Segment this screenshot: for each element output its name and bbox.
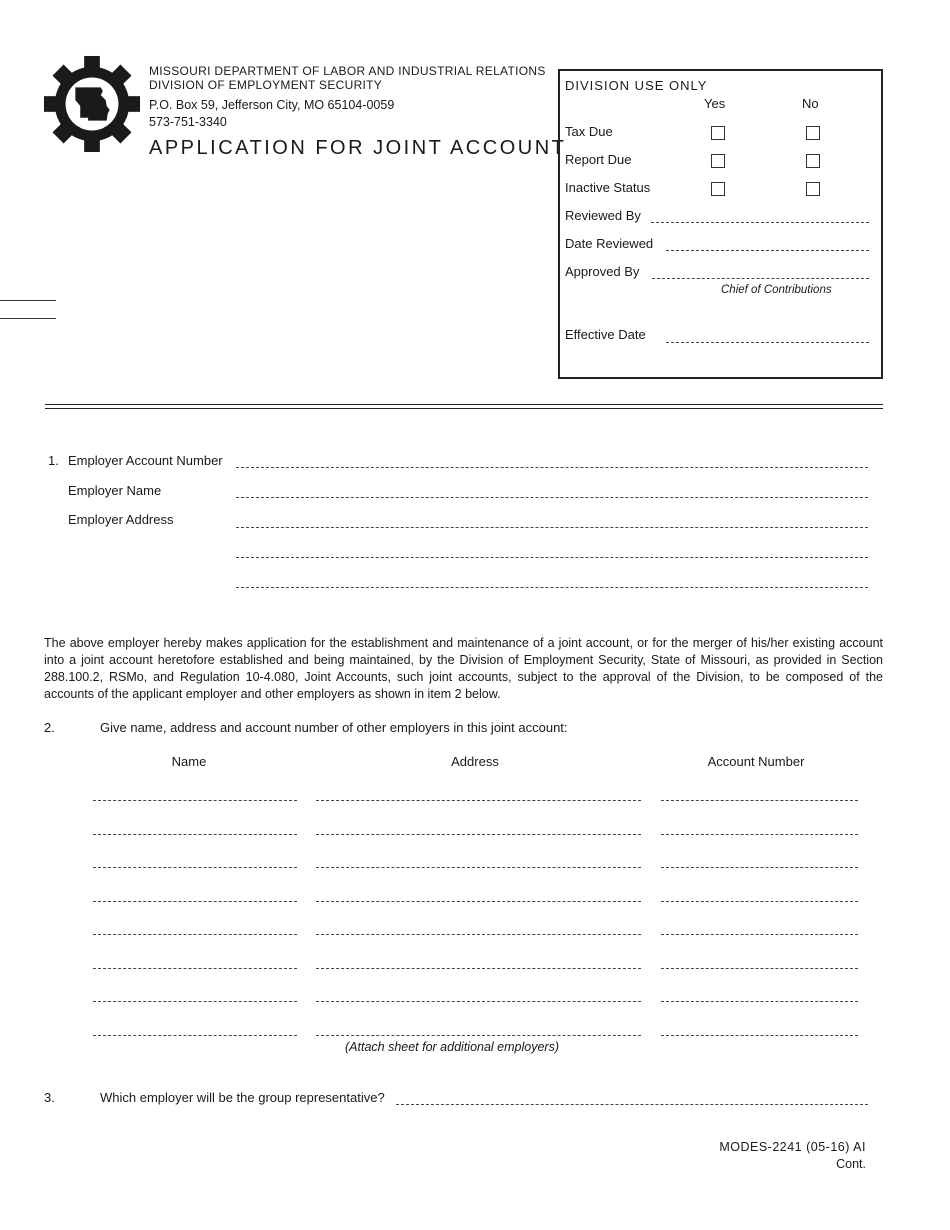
approved-by-caption: Chief of Contributions [721, 284, 832, 296]
agency-address: P.O. Box 59, Jefferson City, MO 65104-0059 [149, 98, 395, 112]
employer-row-address-field[interactable] [316, 901, 641, 902]
employer-row-name-field[interactable] [93, 968, 297, 969]
effective-date-field[interactable] [666, 342, 869, 343]
report-due-yes-checkbox[interactable] [711, 154, 725, 168]
employer-address-field-line3[interactable] [236, 587, 868, 588]
column-header-address: Address [451, 754, 499, 769]
employer-row-account-field[interactable] [661, 867, 858, 868]
employer-row-account-field[interactable] [661, 968, 858, 969]
effective-date-label: Effective Date [565, 327, 646, 342]
employer-address-label: Employer Address [68, 512, 174, 527]
margin-mark [0, 318, 56, 319]
yes-column-label: Yes [704, 96, 726, 111]
section-1-number: 1. [48, 453, 59, 468]
reviewed-by-label: Reviewed By [565, 208, 641, 223]
employer-row-name-field[interactable] [93, 1035, 297, 1036]
group-representative-field[interactable] [396, 1104, 868, 1105]
tax-due-label: Tax Due [565, 124, 613, 139]
employer-row-account-field[interactable] [661, 1035, 858, 1036]
employer-name-label: Employer Name [68, 483, 162, 498]
employer-row-name-field[interactable] [93, 1001, 297, 1002]
employer-row-name-field[interactable] [93, 800, 297, 801]
date-reviewed-field[interactable] [666, 250, 869, 251]
column-header-name: Name [171, 754, 207, 769]
division-use-only-box [558, 69, 883, 379]
section-3-prompt: Which employer will be the group representative? [100, 1090, 385, 1105]
employer-row-account-field[interactable] [661, 934, 858, 935]
employer-account-number-field[interactable] [236, 467, 868, 468]
agency-logo [42, 55, 142, 153]
section-divider [45, 404, 883, 405]
report-due-label: Report Due [565, 152, 632, 167]
application-statement: The above employer hereby makes application for the establishment and maintenance of a joint account, or for the merger of his/her existing account into a joint account heretofore established and being maintained, by the Division of Employment Security, State of Missouri, as provided in Section 288.100.2, RSMo, and Regulation 10-4.080, Joint Accounts, such joint accounts, subject to the approval of the Division, to be composed of the accounts of the applicant employer and other employers as shown in item 2 below. [44, 636, 883, 701]
division-box-heading: DIVISION USE ONLY [565, 78, 708, 93]
employer-row-account-field[interactable] [661, 800, 858, 801]
employer-row-address-field[interactable] [316, 867, 641, 868]
employer-address-field-line2[interactable] [236, 557, 868, 558]
report-due-no-checkbox[interactable] [806, 154, 820, 168]
margin-mark [0, 300, 56, 301]
employer-row-address-field[interactable] [316, 834, 641, 835]
employer-row-address-field[interactable] [316, 934, 641, 935]
employer-row-address-field[interactable] [316, 800, 641, 801]
inactive-status-no-checkbox[interactable] [806, 182, 820, 196]
continued-note: Cont. [836, 1157, 866, 1171]
inactive-status-label: Inactive Status [565, 180, 651, 195]
no-column-label: No [802, 96, 819, 111]
employer-address-field-line1[interactable] [236, 527, 868, 528]
employer-row-account-field[interactable] [661, 834, 858, 835]
employer-row-account-field[interactable] [661, 901, 858, 902]
approved-by-field[interactable] [652, 278, 869, 279]
employer-account-number-label: Employer Account Number [68, 453, 223, 468]
reviewed-by-field[interactable] [651, 222, 869, 223]
section-3-number: 3. [44, 1090, 55, 1105]
date-reviewed-label: Date Reviewed [565, 236, 654, 251]
employer-row-address-field[interactable] [316, 1001, 641, 1002]
employer-row-address-field[interactable] [316, 1035, 641, 1036]
agency-name-line2: DIVISION OF EMPLOYMENT SECURITY [149, 78, 383, 92]
attach-sheet-note: (Attach sheet for additional employers) [345, 1040, 559, 1054]
form-id: MODES-2241 (05-16) AI [719, 1140, 866, 1154]
employer-row-account-field[interactable] [661, 1001, 858, 1002]
section-2-prompt: Give name, address and account number of other employers in this joint account: [100, 720, 568, 735]
employer-row-name-field[interactable] [93, 901, 297, 902]
employer-name-field[interactable] [236, 497, 868, 498]
employer-row-name-field[interactable] [93, 867, 297, 868]
gear-missouri-icon [42, 55, 142, 153]
employer-row-address-field[interactable] [316, 968, 641, 969]
tax-due-no-checkbox[interactable] [806, 126, 820, 140]
approved-by-label: Approved By [565, 264, 640, 279]
section-2-number: 2. [44, 720, 55, 735]
agency-name-line1: MISSOURI DEPARTMENT OF LABOR AND INDUSTRIAL RELATIONS [149, 64, 546, 78]
section-divider [45, 408, 883, 409]
agency-phone: 573-751-3340 [149, 115, 227, 129]
column-header-account-number: Account Number [707, 754, 805, 769]
page-title: APPLICATION FOR JOINT ACCOUNT [149, 137, 567, 159]
employer-row-name-field[interactable] [93, 934, 297, 935]
employer-row-name-field[interactable] [93, 834, 297, 835]
tax-due-yes-checkbox[interactable] [711, 126, 725, 140]
inactive-status-yes-checkbox[interactable] [711, 182, 725, 196]
